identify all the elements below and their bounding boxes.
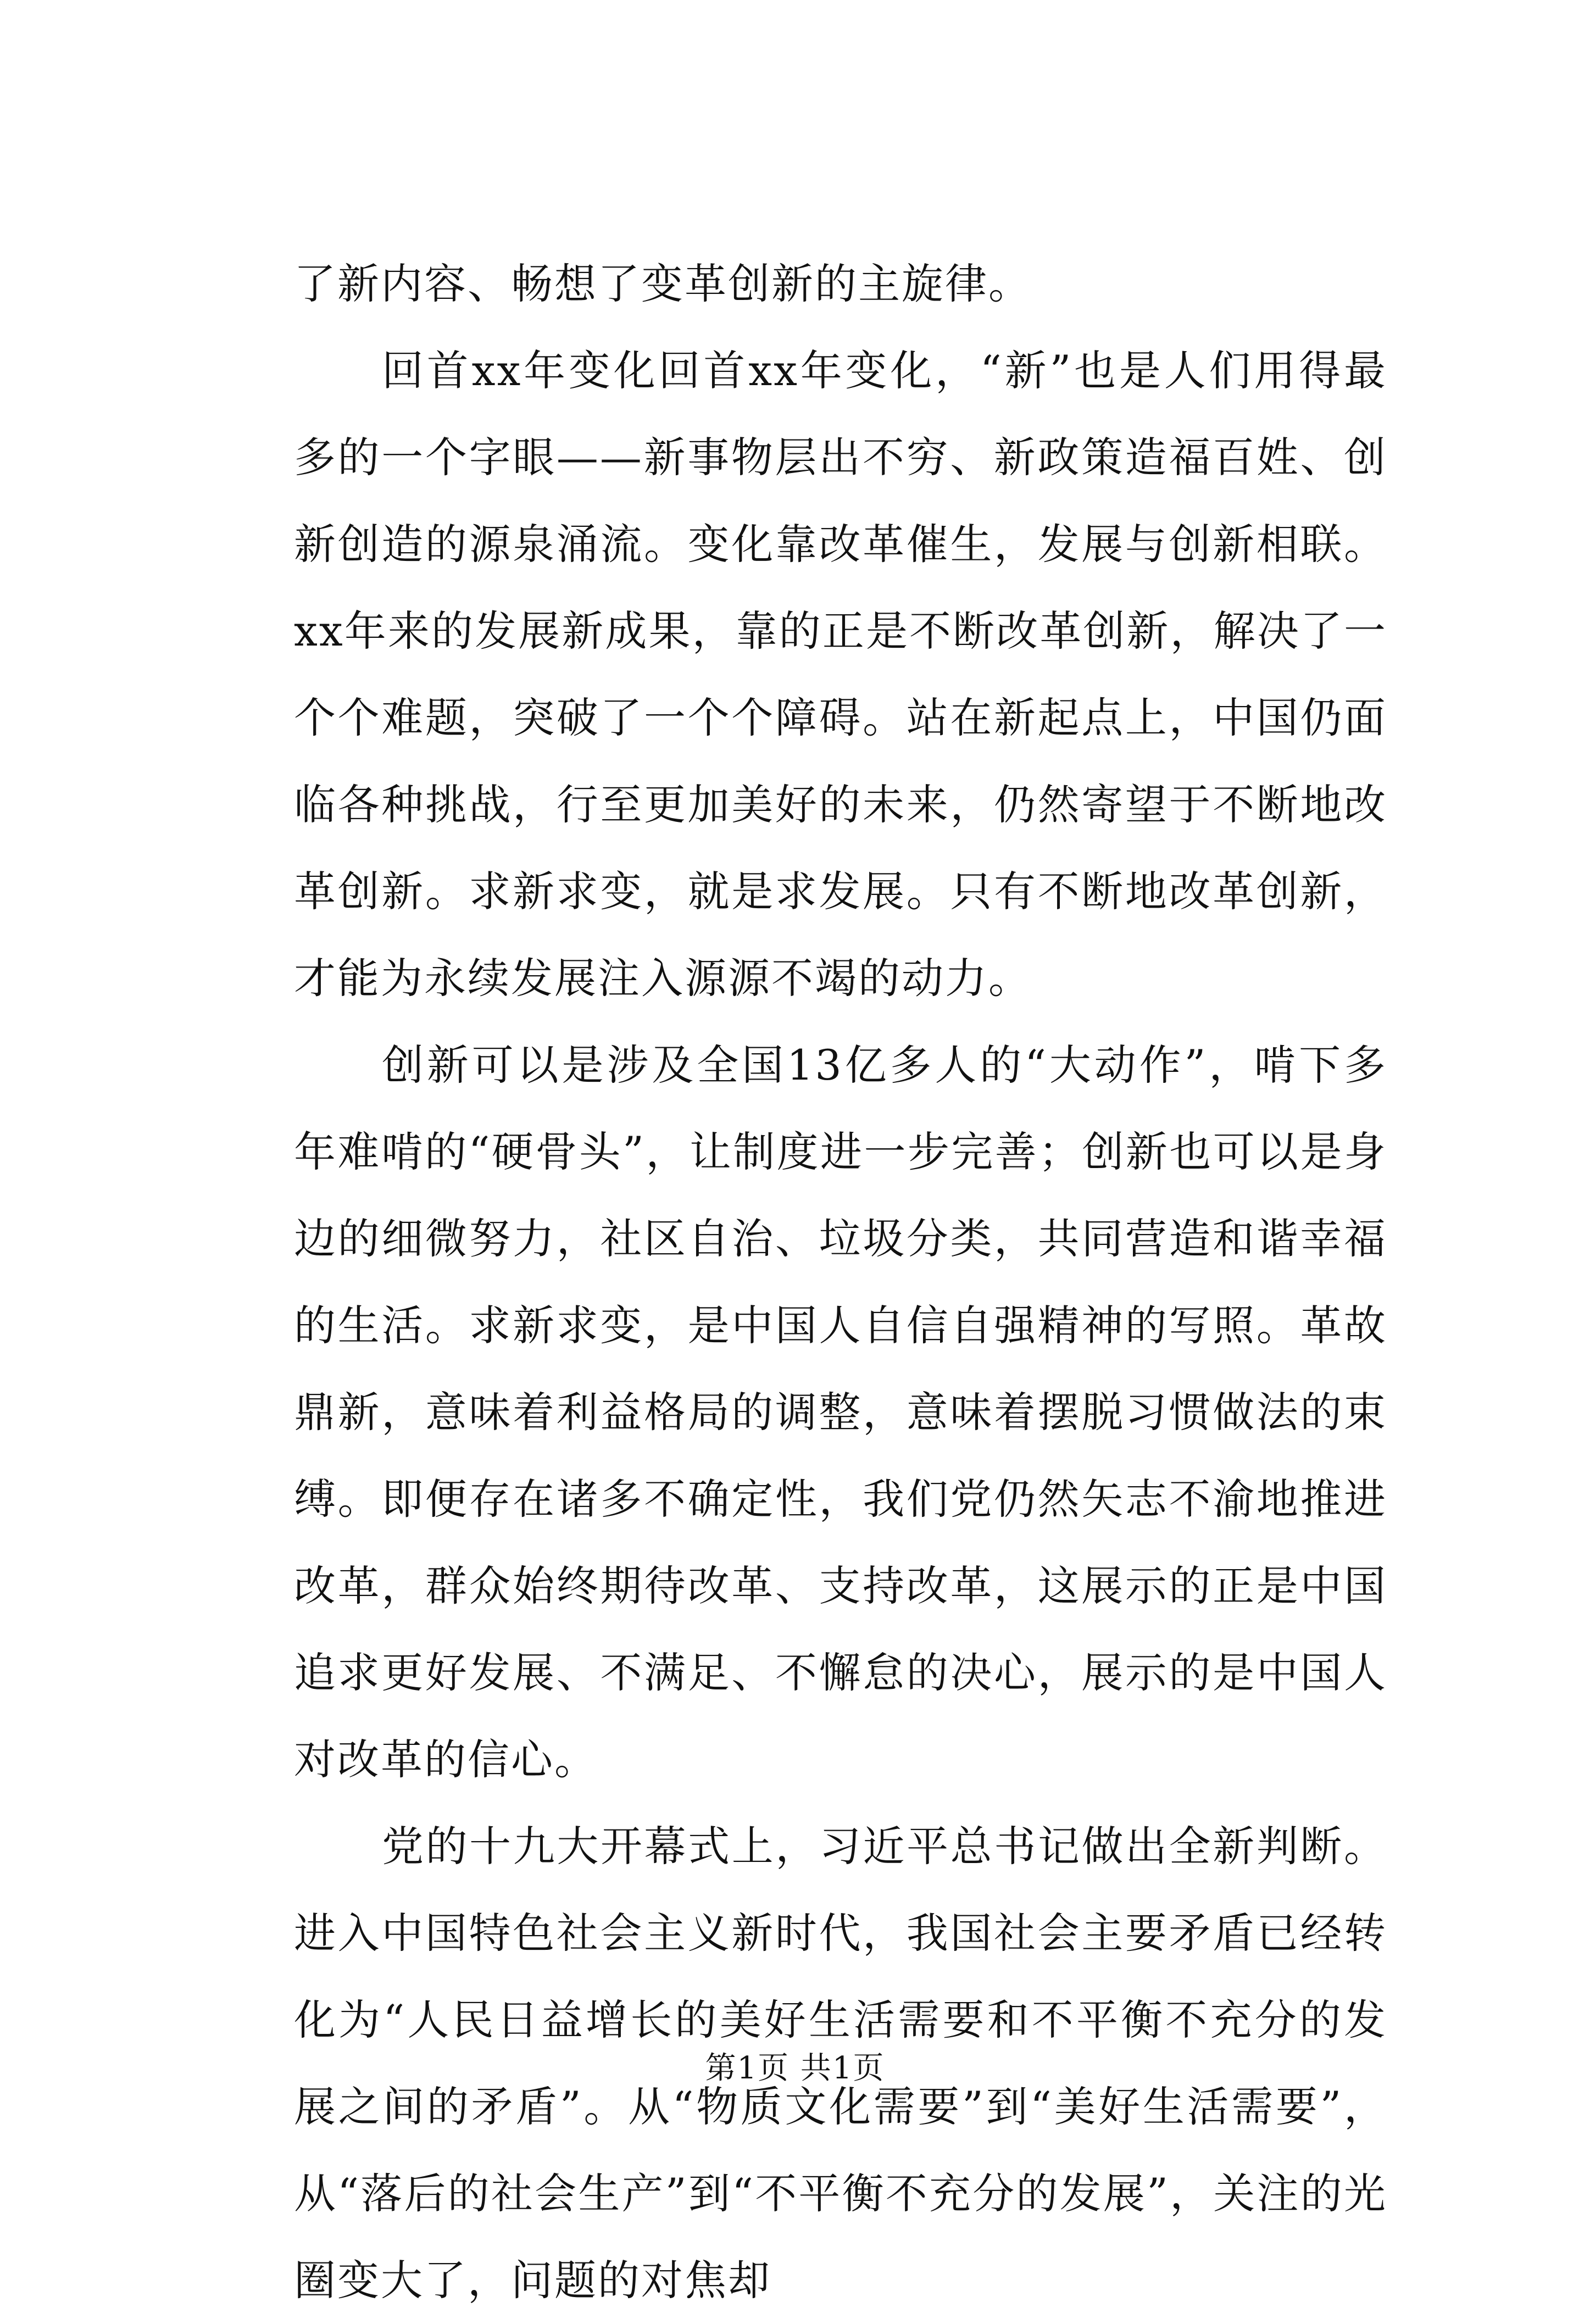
paragraph-1: 了新内容、畅想了变革创新的主旋律。	[294, 259, 1032, 308]
page-footer: 第1页 共1页	[705, 2050, 885, 2086]
document-body	[294, 241, 1387, 2324]
paragraph-3: 创新可以是涉及全国13亿多人的“大动作”，啃下多年难啃的“硬骨头”，让制度进一步完善；创新也可以是身边的细微努力，社区自治、垃圾分类，共同营造和谐幸福的生活。求新求变，是中国人自信自强精神的写照。革故鼎新，意味着利益格局的调整，意味着摆脱习惯做法的束缚。即便存在诸多不确定性，我们党仍然矢志不渝地推进改革，群众始终期待改革、支持改革，这展示的正是中国追求更好发展、不满足、不懈怠的决心，展示的是中国人对改革的信心。	[294, 1041, 1387, 1784]
paragraph-2: 回首xx年变化回首xx年变化，“新”也是人们用得最多的一个字眼——新事物层出不穷、新政策造福百姓、创新创造的源泉涌流。变化靠改革催生，发展与创新相联。xx年来的发展新成果，靠的正是不断改革创新，解决了一个个难题，突破了一个个障碍。站在新起点上，中国仍面临各种挑战，行至更加美好的未来，仍然寄望于不断地改革创新。求新求变，就是求发展。只有不断地改革创新，才能为永续发展注入源源不竭的动力。	[294, 346, 1387, 1003]
paragraph-4: 党的十九大开幕式上，习近平总书记做出全新判断。进入中国特色社会主义新时代，我国社会主要矛盾已经转化为“人民日益增长的美好生活需要和不平衡不充分的发展之间的矛盾”。从“物质文化需要”到“美好生活需要”，从“落后的社会生产”到“不平衡不充分的发展”，关注的光圈变大了，问题的对焦却	[294, 1822, 1387, 2305]
